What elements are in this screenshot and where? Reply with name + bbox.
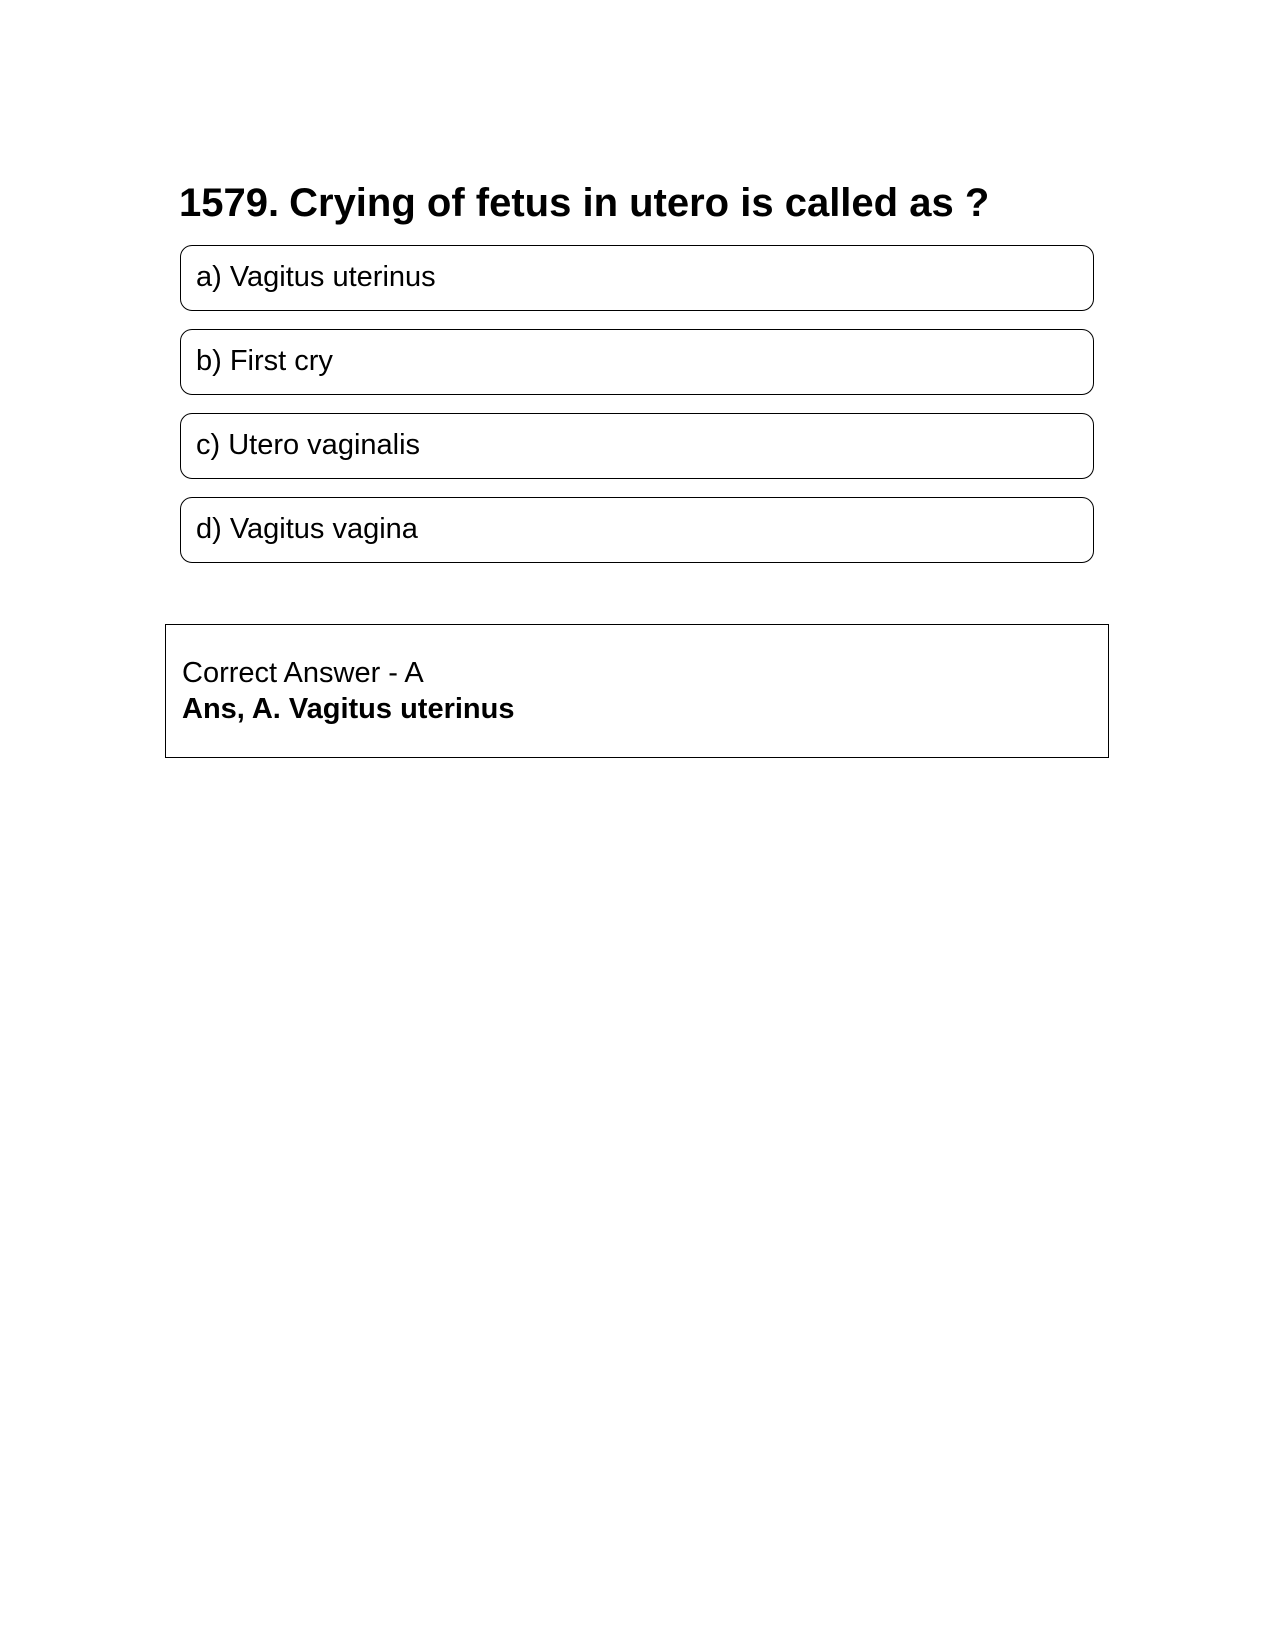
- option-b[interactable]: b) First cry: [180, 329, 1094, 395]
- question-heading: [179, 178, 989, 228]
- answer-box: [165, 624, 1109, 758]
- answer-explanation: Ans, A. Vagitus uterinus: [182, 693, 515, 725]
- option-a[interactable]: a) Vagitus uterinus: [180, 245, 1094, 311]
- option-c[interactable]: c) Utero vaginalis: [180, 413, 1094, 479]
- question-text: Crying of fetus in utero is called as ?: [289, 181, 990, 225]
- option-d[interactable]: d) Vagitus vagina: [180, 497, 1094, 563]
- correct-answer-text: Correct Answer - A: [182, 657, 424, 689]
- question-number: 1579.: [179, 181, 280, 225]
